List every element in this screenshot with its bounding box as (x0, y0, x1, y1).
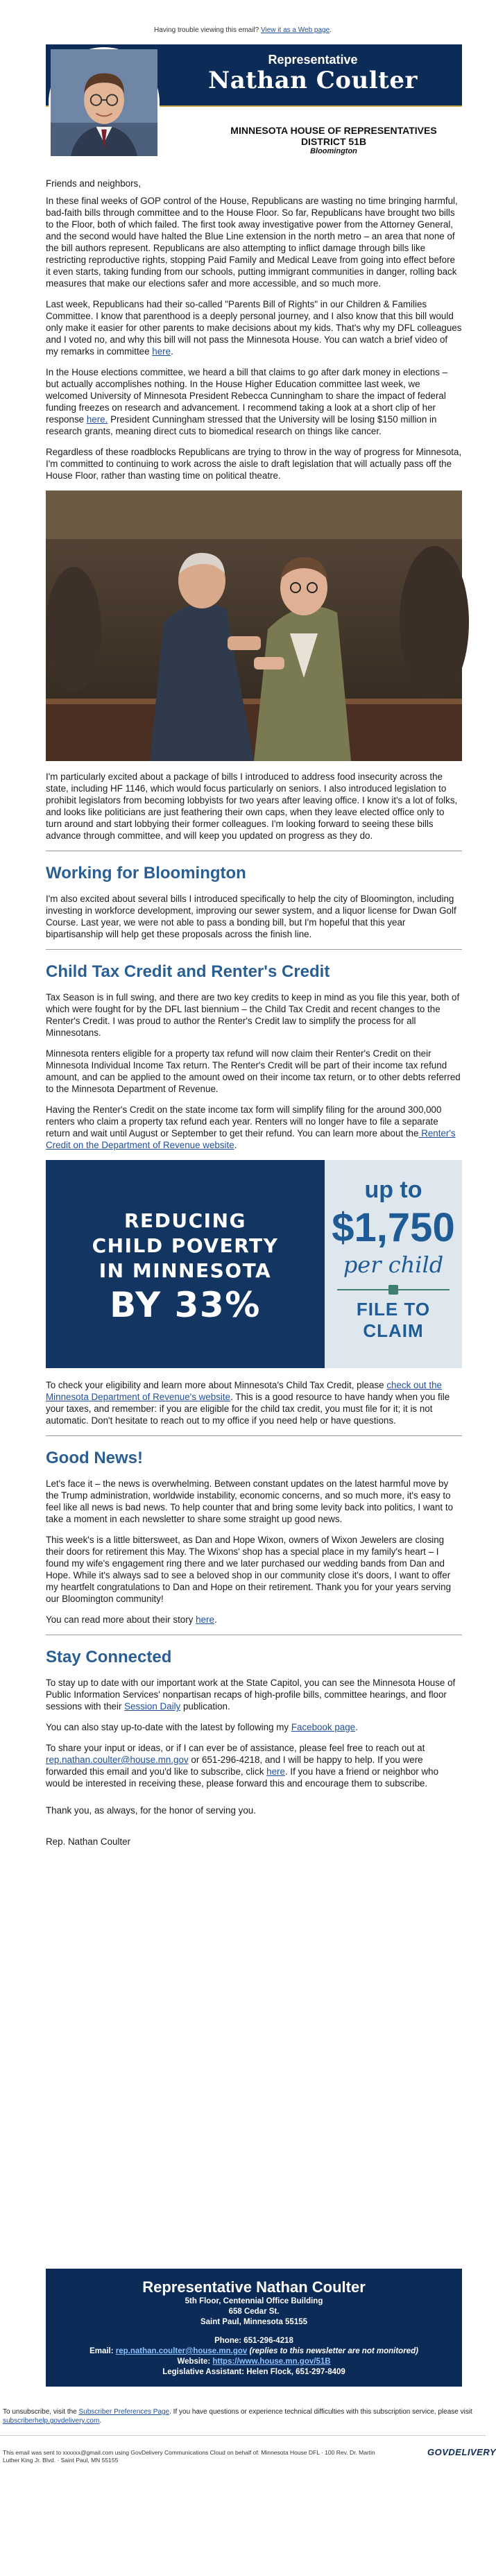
newsletter-footer (46, 2269, 462, 2387)
footer-website-label: Website: (177, 2357, 213, 2366)
unsubscribe-note (3, 2407, 481, 2425)
ctc-paragraph-1: Tax Season is in full swing, and there are two key credits to keep in mind as you file this year, both of which were fought for by the DFL last biennium – the Child Tax Credit and recent changes to the Renter's Credit. I was proud to author the Renter's Credit law to simplify the process for all Minnesotans. (46, 992, 460, 1038)
header-rep-name: Nathan Coulter (208, 67, 418, 94)
subscriber-help-link[interactable]: subscriberhelp.govdelivery.com (3, 2417, 100, 2425)
subscribe-link[interactable]: here (266, 1766, 285, 1777)
cunningham-clip-link[interactable]: here. (86, 414, 108, 425)
ctc-p3-end: . (234, 1140, 237, 1150)
footer-website (46, 2357, 462, 2367)
session-daily-link[interactable]: Session Daily (124, 1701, 181, 1712)
ctc-p4-end: . This is a good resource to have handy when you file your taxes, and remember: if you are eligible for the child tax credit, you must file for it; it is not automatic. Don't hesitate to reach out to my office if you need help or have questions. (46, 1392, 450, 1426)
good-news-paragraph-2: This week's is a little bittersweet, as Dan and Hope Wixon, owners of Wixon Jewelers are closing their doors for retirement this May. The Wixons' shop has a special place in my family's heart – I found my wife's engagement ring there and we later purchased our wedding bands from Dan and Hope. While it's always sad to see a beloved shop in our community close it's doors, I want to offer my heartfelt congratulations to Dan and Hope on their retirement. Thank you for your years serving our Bloomington community! (46, 1535, 452, 1604)
connected-paragraph-2 (46, 1721, 462, 1733)
stay-connected-heading: Stay Connected (46, 1648, 172, 1666)
connected-p3-mid: or 651-296-4218, and I will be happy to help. If you were forwarded this email and you'd like to subscribe, click (46, 1755, 423, 1777)
connected-p2-text: You can also stay up-to-date with the latest by following my (46, 1722, 291, 1732)
graphic-line-1: REDUCING (123, 1209, 247, 1232)
bills-package-paragraph: I'm particularly excited about a package of bills I introduced to address food insecurity across the state, including HF 1146, which would focus particularly on seniors. I also introduced legislation to prohibit legislators from becoming lobbyists for two years after leaving office. I know it's a lot of folks, and looks like politicians are just feathering their own caps, when they leave elected office only to turn around and start lobbying their former colleagues. I'm looking forward to seeing these bills advance through committee, and will keep you updated on progress as they do. (46, 771, 458, 841)
view-as-webpage-link[interactable]: View it as a Web page (261, 26, 330, 34)
section-divider-3 (46, 1435, 462, 1436)
bottom-divider (0, 2435, 486, 2436)
footer-name: Representative Nathan Coulter (142, 2278, 366, 2296)
ctc-paragraph-2: Minnesota renters eligible for a property tax refund will now claim their Renter's Credit on their Minnesota Individual Income Tax return. The Renter's Credit will be part of their income tax refund amount, and can be applied to the amount owed on their income tax return, or to other debts referred to the Minnesota Department of Revenue. (46, 1048, 461, 1094)
connected-p1-text: To stay up to date with our important work at the State Capitol, you can see the Minnesota House of Public Information Services' nonpartisan recaps of high-profile bills, committee hearings, and floor sessions with their (46, 1678, 456, 1712)
graphic-left-text (46, 1209, 325, 1327)
signoff: Rep. Nathan Coulter (46, 1836, 131, 1847)
wixon-story-link[interactable]: here (196, 1614, 214, 1625)
header-city: Bloomington (310, 147, 357, 155)
intro-paragraph-2 (46, 298, 462, 357)
footer-website-link[interactable]: https://www.house.mn.gov/51B (212, 2357, 331, 2366)
connected-p3-text: To share your input or ideas, or if I can ever be of assistance, please feel free to reach out at (46, 1743, 425, 1753)
footer-email-label: Email: (89, 2347, 116, 2355)
sent-note: This email was sent to xxxxxx@gmail.com using GovDelivery Communications Cloud on behalf of: Minnesota House DFL · 100 Rev. Dr. Martin Luther King Jr. Blvd. · Saint Paul, MN 55155 (3, 2449, 375, 2464)
connected-p3-end: . If you have a friend or neighbor who would be interested in receiving these, please forward this and encourage them to subscribe. (46, 1766, 439, 1789)
govdelivery-logo: GOVDELIVERY (427, 2447, 496, 2457)
intro-p2-end: . (171, 346, 173, 357)
section-divider-2 (46, 949, 462, 950)
footer-assistant: Legislative Assistant: Helen Flock, 651-297-8409 (162, 2368, 345, 2376)
connected-p2-end: . (355, 1722, 358, 1732)
intro-p3-end: President Cunningham stressed that the University will be losing $150 million in research grants, meaning direct cuts to biomedical research on things like cancer. (46, 414, 437, 436)
footer-gap (46, 2328, 462, 2336)
ctc-heading: Child Tax Credit and Renter's Credit (46, 962, 330, 981)
newsletter-body (46, 178, 462, 1857)
thanks-line: Thank you, as always, for the honor of serving you. (46, 1805, 256, 1816)
footer-phone: Phone: 651-296-4218 (214, 2337, 293, 2345)
ctc-p3-text: Having the Renter's Credit on the state income tax form will simplify filing for the around 300,000 renters who claim a property tax refund each year. Renters will no longer have to file a separate return and wait until August or September to get their refund. You can learn more about the (46, 1104, 442, 1138)
footer-email-link[interactable]: rep.nathan.coulter@house.mn.gov (115, 2347, 248, 2355)
intro-paragraph-1: In these final weeks of GOP control of the House, Republicans are wasting no time bringing harmful, bad-faith bills through committee and to the House Floor. So far, Republicans have brought two bills to the Floor, both of which failed. The first took away investigative power from the Attorney General, and the second would have halted the Blue Line extension in the north metro – an area that none of the bill authors represent. Republicans are also attempting to inflict damage through bills like restricting reproductive rights, stopping Paid Family and Medical Leave from going into effect before it even starts, taking funding from our schools, putting immigrant communities in danger, rolling back measures that make our elections safer and more accessible, and so much more. (46, 196, 458, 289)
connected-paragraph-3 (46, 1742, 462, 1789)
unsub-text-2: . If you have questions or experience technical difficulties with this subscription service, please visit (169, 2408, 472, 2416)
newsletter-header (46, 44, 462, 168)
good-news-paragraph-3 (46, 1614, 462, 1626)
committee-video-link[interactable]: here (152, 346, 171, 357)
graphic-line-3: IN MINNESOTA (99, 1259, 272, 1282)
good-news-p3-text: You can read more about their story (46, 1614, 196, 1625)
email-link[interactable]: rep.nathan.coulter@house.mn.gov (46, 1755, 189, 1765)
facebook-page-link[interactable]: Facebook page (291, 1722, 356, 1732)
renters-credit-link[interactable]: Renter's Credit on the Department of Revenue website (46, 1128, 456, 1150)
intro-p2-text: Last week, Republicans had their so-called "Parents Bill of Rights" in our Children & Families Committee. I know that parenthood is a deeply personal journey, and I also know that this bill would only make it easier for other parents to make decisions about my kids. That's why my DFL colleagues and I voted no, and why this bill will not pass the Minnesota House. You can watch a brief video of my remarks in committee (46, 299, 462, 357)
graphic-right-panel (325, 1160, 462, 1368)
good-news-p3-end: . (214, 1614, 217, 1625)
good-news-paragraph-1: Let's face it – the news is overwhelming. Between constant updates on the latest harmful move by the Trump administration, worldwide instability, economic concerns, and so much more, it's easy to feel like all news is bad news. To help counter that and bring some levity back into politics, I want to take a moment in each newsletter to share some straight up good news. (46, 1478, 454, 1524)
graphic-upto: up to (364, 1177, 422, 1203)
ctc-paragraph-4 (46, 1379, 462, 1426)
graphic-line-2: CHILD POVERTY (92, 1234, 279, 1257)
intro-paragraph-3 (46, 366, 462, 437)
graphic-amount: $1,750 (332, 1205, 455, 1250)
greeting: Friends and neighbors, (46, 178, 141, 189)
intro-p3-text: In the House elections committee, we heard a bill that claims to go after dark money in elections – but actually accomplishes nothing. In the House Higher Education committee last week, we welcomed University of Minnesota President Rebecca Cunningham to share the impact of federal funding freezes on research and advancement. I recommend taking a look at a short clip of her response (46, 367, 448, 425)
house-floor-photo (46, 491, 462, 761)
ctc-p4-text: To check your eligibility and learn more about Minnesota's Child Tax Credit, please (46, 1380, 387, 1390)
good-news-heading: Good News! (46, 1449, 144, 1467)
representative-portrait (49, 47, 160, 158)
house-floor-photo-image (46, 491, 462, 761)
graphic-line-4: BY 33% (110, 1285, 261, 1325)
intro-paragraph-4: Regardless of these roadblocks Republicans are trying to throw in the way of progress for Minnesota, I'm committed to continuing to work across the aisle to draft legislation that will actually pass off the House Floor, rather than wasting time on political theatre. (46, 447, 462, 481)
header-chamber (205, 125, 462, 147)
footer-address-3: Saint Paul, Minnesota 55155 (200, 2318, 308, 2326)
header-chamber-line1: MINNESOTA HOUSE OF REPRESENTATIVES (230, 125, 437, 136)
view-as-webpage-note (0, 26, 486, 34)
footer-email-note: (replies to this newsletter are not monitored) (247, 2347, 418, 2355)
header-chamber-line2: DISTRICT 51B (300, 136, 367, 147)
top-note-text: Having trouble viewing this email? (154, 26, 262, 34)
working-paragraph: I'm also excited about several bills I introduced specifically to help the city of Bloomington, including investing in workforce development, improving our sewer system, and a liquor license for Dwan Golf Course. Last year, we were not able to pass a bonding bill, but I'm hopeful that this year bipartisanship will help get these proposals across the finish line. (46, 894, 456, 939)
portrait-image (51, 49, 157, 156)
graphic-file-to-claim: FILE TO CLAIM (356, 1299, 431, 1341)
ctc-paragraph-3 (46, 1104, 462, 1151)
child-tax-credit-graphic (46, 1160, 462, 1368)
top-note-end: . (330, 26, 332, 34)
revenue-website-link[interactable]: check out the Minnesota Department of Revenue's website (46, 1380, 442, 1402)
footer-email (46, 2346, 462, 2357)
connected-paragraph-1 (46, 1677, 462, 1712)
graphic-per-child: per child (343, 1252, 444, 1278)
footer-address-2: 658 Cedar St. (228, 2308, 280, 2316)
graphic-left-panel (46, 1160, 325, 1368)
connected-p1-end: publication. (180, 1701, 230, 1712)
unsub-text-3: . (99, 2417, 102, 2425)
unsub-text-1: To unsubscribe, visit the (3, 2408, 79, 2416)
subscriber-preferences-link[interactable]: Subscriber Preferences Page (78, 2408, 170, 2416)
footer-address-1: 5th Floor, Centennial Office Building (185, 2297, 323, 2305)
working-heading: Working for Bloomington (46, 864, 246, 882)
graphic-divider-mark (388, 1285, 398, 1295)
header-rep-label: Representative (268, 53, 358, 67)
